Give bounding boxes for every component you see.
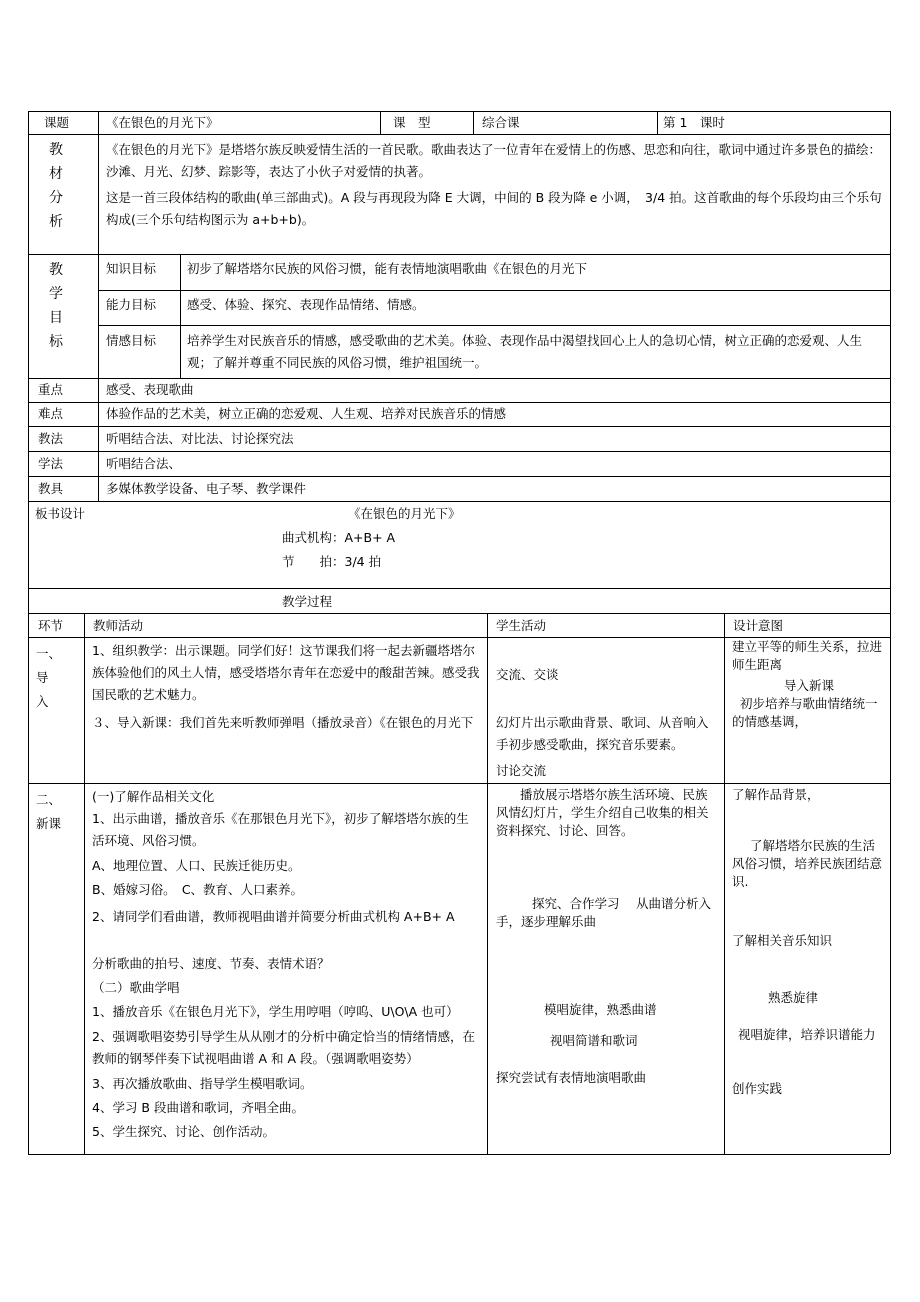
objective-label-ability: 能力目标	[106, 297, 157, 312]
process-title: 教学过程	[282, 594, 333, 609]
teaching-method-label: 教法	[38, 431, 64, 446]
stage2-teacher-item-12: 5、学生探究、讨论、创作活动。	[92, 1124, 275, 1139]
col-header-intent: 设计意图	[733, 618, 784, 633]
stage1-label: 一、 导 入	[36, 646, 62, 709]
col-header-teacher: 教师活动	[93, 618, 144, 633]
objective-text-ability: 感受、体验、探究、表现作品情绪、情感。	[187, 297, 425, 312]
teaching-aids-text: 多媒体教学设备、电子琴、教学课件	[106, 481, 307, 496]
material-analysis-para-1: 《在银色的月光下》是塔塔尔族反映爱情生活的一首民歌。歌曲表达了一位青年在爱情上的伤感、思恋和向往，歌词中通过许多景色的描绘：沙滩、月光、幻梦、踪影等，表达了小伙子对爱情的执著。	[106, 142, 882, 179]
stage1-intent-item-3: 初步培养与歌曲情绪统一的情感基调，	[732, 696, 878, 729]
difficulty-label: 难点	[38, 406, 64, 421]
objective-label-knowledge: 知识目标	[106, 261, 157, 276]
objective-text-knowledge: 初步了解塔塔尔民族的风俗习惯，能有表情地演唱歌曲《在银色的月光下	[187, 261, 588, 276]
stage1-student-item-2: 幻灯片出示歌曲背景、歌词、从音响入手初步感受歌曲，探究音乐要素。	[496, 715, 709, 752]
material-analysis-para-2: 这是一首三段体结构的歌曲(单三部曲式)。A 段与再现段为降 E 大调，中间的 B 段为降 e 小调， 3/4 拍。这首歌曲的每个乐段均由三个乐句构成(三个乐句结构图示为 a+b+b)。	[106, 190, 882, 227]
board-design-form: 曲式机构：A+B+ A	[282, 530, 396, 545]
stage2-intent-item-6: 创作实践	[732, 1081, 783, 1096]
stage2-student-item-5: 探究尝试有表情地演唱歌曲	[496, 1070, 647, 1085]
stage2-student-item-2: 探究、合作学习 从曲谱分析入手，逐步理解乐曲	[496, 896, 711, 929]
stage2-student-item-1: 播放展示塔塔尔族生活环境、民族风情幻灯片，学生介绍自己收集的相关资料探究、讨论、回答。	[496, 787, 709, 838]
stage1-intent-item-1: 建立平等的师生关系，拉进师生距离	[732, 639, 883, 672]
stage2-intent-item-5: 视唱旋律，培养识谱能力	[738, 1027, 876, 1042]
teaching-method-text: 听唱结合法、对比法、讨论探究法	[106, 431, 294, 446]
key-point-label: 重点	[38, 382, 64, 397]
stage2-teacher-item-10: 3、再次播放歌曲、指导学生模唱歌词。	[92, 1076, 313, 1091]
stage2-student-item-3: 模唱旋律，熟悉曲谱	[544, 1002, 657, 1017]
teaching-aids-label: 教具	[38, 481, 64, 496]
period-label: 第 1 课时	[663, 115, 725, 130]
lesson-title: 《在银色的月光下》	[106, 115, 219, 130]
objective-text-emotion: 培养学生对民族音乐的情感，感受歌曲的艺术美。体验、表现作品中渴望找回心上人的急切心情，树立正确的恋爱观、人生观；了解并尊重不同民族的风俗习惯，维护祖国统一。	[187, 333, 863, 370]
lesson-label: 课题	[44, 115, 70, 130]
objectives-label: 教 学 目 标	[49, 262, 63, 350]
board-design-title: 《在银色的月光下》	[348, 506, 461, 521]
type-label: 课 型	[393, 115, 431, 130]
board-design-label: 板书设计	[35, 506, 86, 521]
stage1-intent-item-2: 导入新课	[783, 678, 834, 693]
learning-method-label: 学法	[38, 456, 64, 471]
stage2-teacher-item-4: B、婚嫁习俗。 C、教育、人口素养。	[92, 882, 304, 897]
stage2-teacher-item-11: 4、学习 B 段曲谱和歌词，齐唱全曲。	[92, 1100, 304, 1115]
difficulty-text: 体验作品的艺术美，树立正确的恋爱观、人生观、培养对民族音乐的情感	[106, 406, 507, 421]
stage2-intent-item-4: 熟悉旋律	[768, 990, 819, 1005]
col-header-stage: 环节	[38, 618, 64, 633]
stage2-teacher-item-1: (一)了解作品相关文化	[92, 789, 215, 804]
stage2-teacher-item-2: 1、出示曲谱，播放音乐《在那银色月光下》，初步了解塔塔尔族的生活环境、风俗习惯。	[92, 811, 469, 848]
stage2-teacher-item-8: 1、播放音乐《在银色月光下》，学生用哼唱（哼呜、U\O\A 也可）	[92, 1004, 459, 1019]
stage2-label: 二、 新课	[36, 792, 62, 831]
stage2-teacher-item-9: 2、强调歌唱姿势引导学生从从刚才的分析中确定恰当的情绪情感，在教师的钢琴伴奏下试视唱曲谱 A 和 A 段。（强调歌唱姿势）	[92, 1029, 475, 1066]
stage1-student-item-3: 讨论交流	[496, 763, 547, 778]
type-value: 综合课	[482, 115, 520, 130]
stage2-teacher-item-3: A、地理位置、人口、民族迁徙历史。	[92, 858, 301, 873]
material-analysis-label: 教 材 分 析	[49, 142, 63, 230]
key-point-text: 感受、表现歌曲	[106, 382, 194, 397]
stage1-teacher-item-1: 1、组织教学：出示课题。同学们好！这节课我们将一起去新疆塔塔尔族体验他们的风土人情，感受塔塔尔青年在恋爱中的酸甜苦辣。感受我国民歌的艺术魅力。	[92, 643, 480, 702]
stage2-teacher-item-6: 分析歌曲的拍号、速度、节奏、表情术语？	[92, 956, 330, 971]
objective-label-emotion: 情感目标	[106, 333, 157, 348]
stage2-teacher-item-7: （二）歌曲学唱	[92, 980, 180, 995]
stage2-student-item-4: 视唱简谱和歌词	[550, 1033, 638, 1048]
stage1-student-item-1: 交流、交谈	[496, 667, 559, 682]
col-header-student: 学生活动	[496, 618, 547, 633]
stage2-intent-item-2: 了解塔塔尔民族的生活风俗习惯，培养民族团结意识.	[732, 838, 883, 889]
stage1-teacher-item-2: ３、导入新课：我们首先来听教师弹唱（播放录音）《在银色的月光下	[92, 715, 474, 730]
stage2-intent-item-1: 了解作品背景，	[732, 787, 820, 802]
board-design-meter: 节 拍：3/4 拍	[282, 554, 382, 569]
stage2-intent-item-3: 了解相关音乐知识	[732, 933, 833, 948]
learning-method-text: 听唱结合法、	[106, 456, 182, 471]
stage2-teacher-item-5: 2、请同学们看曲谱，教师视唱曲谱并简要分析曲式机构 A+B+ A	[92, 909, 455, 924]
